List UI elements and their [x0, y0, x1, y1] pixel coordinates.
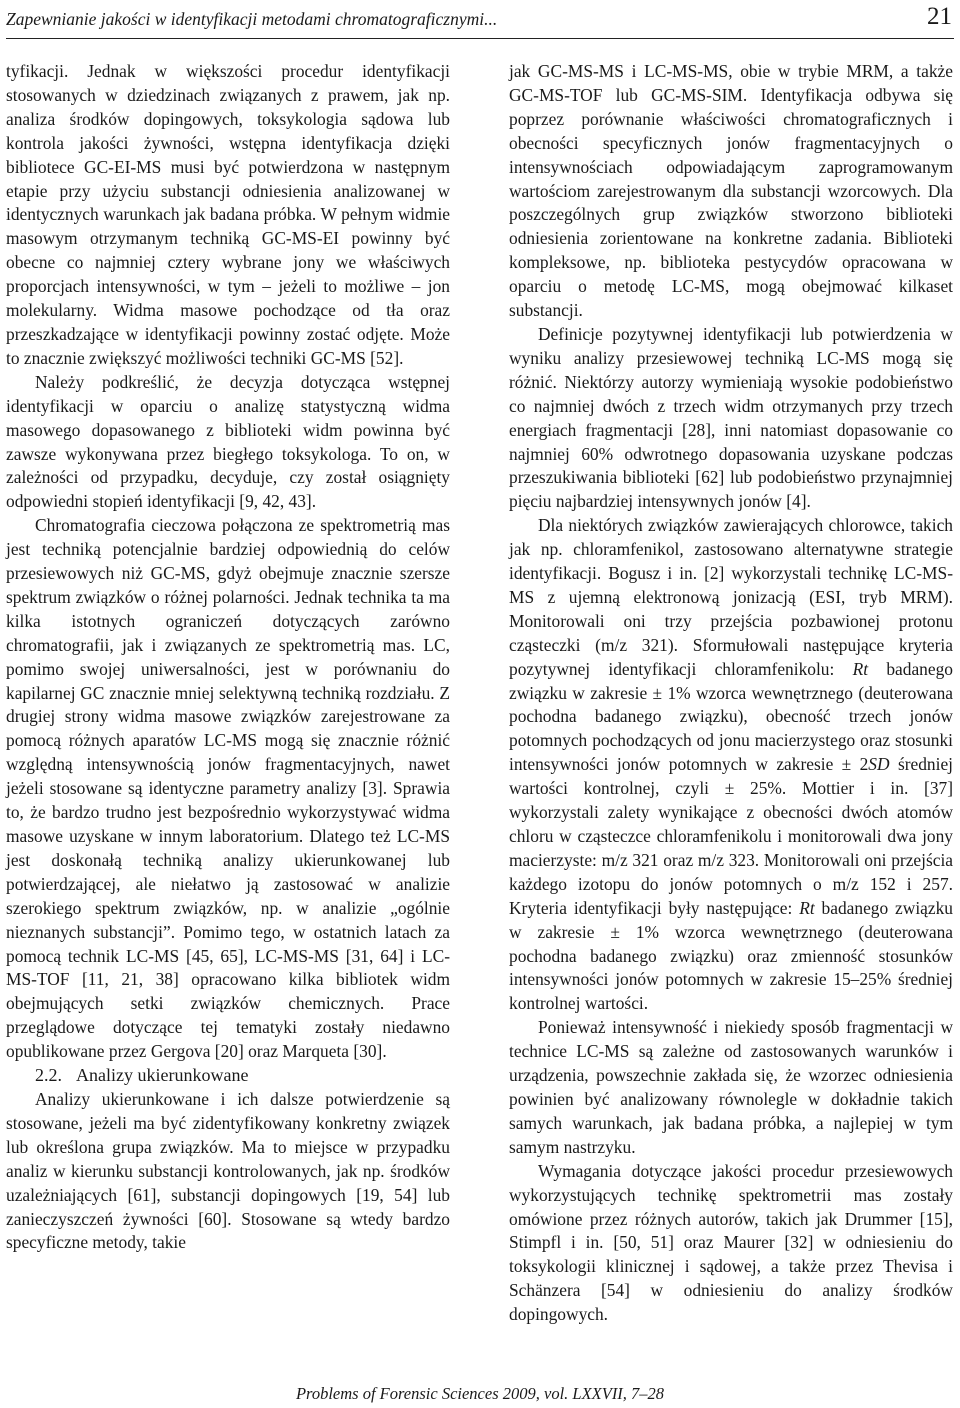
- paragraph: Ponieważ intensywność i niekiedy sposób fragmentacji w technice LC-MS są zależne od zastosowanych warunków i urządzenia, powszechnie zakłada się, że wzorzec odniesienia powinien być analizowany równolegle w dokładnie takich samych warunkach, jak badana próbka, a najlepiej w tym samym nastrzyku.: [509, 1017, 953, 1157]
- italic-term: Rt: [799, 897, 815, 918]
- text-run: średniej wartości kontrolnej, czyli ± 25%. Mottier i in. [37] wykorzystali zalety wynikające z obecności dwóch atomów chloru w cząsteczce chloramfenikolu i monitorowali dwa jony macierzyste: m/z 321 oraz m/z 323. Monitorowali oni przejścia każdego izotopu do jonów potomnych o m/z 152 i 257. Kryteria identyfikacji były następujące:: [509, 754, 953, 918]
- paragraph: tyfikacji. Jednak w większości procedur identyfikacji stosowanych w dziedzinach związanych z prawem, jak np. analiza środków dopingowych, toksykologia sądowa lub kontrola jakości żywności, wstępna identyfikacja dzięki bibliotece GC-EI-MS musi być potwierdzona w następnym etapie przy użyciu substancji odniesienia analizowanej w identycznych warunkach jak badana próbka. W pełnym widmie masowym otrzymanym techniką GC-MS-EI powinny być obecne co najmniej cztery wybrane jony we właściwych proporcjach intensywności, w tym – jeżeli to możliwe – jon molekularny. Widma masowe pochodzące od tła oraz przeszkadzające w identyfikacji powinny zostać odjęte. Może to znacznie zwiększyć możliwości techniki GC-MS [52].: [6, 61, 450, 368]
- paragraph: [509, 514, 953, 1016]
- section-title: Analizy ukierunkowane: [76, 1065, 249, 1086]
- paragraph: Należy podkreślić, że decyzja dotycząca wstępnej identyfikacji w oparciu o analizę statystyczną widma masowego dopasowanego z biblioteki widm powinna być zawsze wykonywana przez biegłego toksykologa. To on, w zależności od przypadku, decyduje, czy został osiągnięty odpowiedni stopień identyfikacji [9, 42, 43].: [6, 371, 450, 512]
- running-footer: Problems of Forensic Sciences 2009, vol. LXXVII, 7–28: [295, 1384, 665, 1403]
- paragraph: jak GC-MS-MS i LC-MS-MS, obie w trybie MRM, a także GC-MS-TOF lub GC-MS-SIM. Identyfikacja odbywa się poprzez porównanie właściwości chromatograficznych i obecności specyficznych jonów fragmentacyjnych o intensywnościach odpowiadającym zaprogramowanym wartościom zarejestrowanym dla substancji wzorcowych. Dla poszczególnych grup związków stworzono biblioteki odniesienia zorientowane na konkretne zadania. Biblioteki kompleksowe, np. biblioteka pestycydów opracowana w oparciu o metodę LC-MS, mogą obejmować kilkaset substancji.: [509, 61, 953, 321]
- text-run: badanego związku w zakresie ± 1% wzorca wewnętrznego (deuterowana pochodna badanego związku), obecność trzech jonów potomnych pochodzących od jonu macierzystego oraz stosunki intensywności jonów potomnych w zakresie ± 2: [509, 658, 953, 775]
- text-run: badanego związku w zakresie ± 1% wzorca wewnętrznego (deuterowana pochodna badanego związku) oraz zmienność stosunków intensywności jonów potomnych w zakresie 15–25% średniej kontrolnej wartości.: [509, 897, 953, 1014]
- paragraph: Definicje pozytywnej identyfikacji lub potwierdzenia w wyniku analizy przesiewowej techniką LC-MS mogą się różnić. Niektórzy autorzy wymieniają wysokie podobieństwo co najmniej dwóch z trzech widm otrzymanych przy trzech energiach fragmentacji [28], inni natomiast dopasowanie co najmniej 60% odwrotnego dopasowania uzyskane podczas przeszukiwania biblioteki [62] lub podobieństwo przynajmniej pięciu najbardziej intensywnych jonów [4].: [509, 323, 953, 512]
- running-header: [6, 4, 954, 39]
- paragraph: Wymagania dotyczące jakości procedur przesiewowych wykorzystujących technikę spektrometrii mas zostały omówione przez różnych autorów, takich jak Drummer [15], Stimpfl i in. [50, 51] oraz Maurer [32] w odniesieniu do toksykologii klinicznej i sądowej, a także przez Thevisa i Schänzera [54] w odniesieniu do analizy środków dopingowych.: [509, 1160, 953, 1325]
- page-number: 21: [927, 3, 952, 30]
- text-run: Dla niektórych związków zawierających chlorowce, takich jak np. chloramfenikol, zastosowano alternatywne strategie identyfikacji. Bogusz i in. [2] wykorzystali technikę LC-MS-MS z ujemną elektronową jonizacją (ESI, tryb MRM). Monitorowali oni trzy przejścia pozbawionej protonu cząsteczki (m/z 321). Sformułowali następujące kryteria pozytywnej identyfikacji chloramfenikolu:: [509, 515, 953, 679]
- right-column: [509, 60, 953, 1327]
- section-heading: [6, 1064, 450, 1088]
- paragraph: Analizy ukierunkowane i ich dalsze potwierdzenie są stosowane, jeżeli ma być zidentyfikowany konkretny związek lub określona grupa związków. Ma to miejsce w przypadku analiz w kierunku substancji kontrolowanych, jak np. środków uzależniających [61], substancji dopingowych [19, 54] lub zanieczyszczeń żywności [60]. Stosowane są wtedy bardzo specyficzne metody, takie: [6, 1088, 450, 1253]
- italic-term: SD: [868, 754, 890, 775]
- left-column: [6, 60, 450, 1255]
- section-number: 2.2.: [35, 1065, 62, 1086]
- paragraph: Chromatografia cieczowa połączona ze spektrometrią mas jest techniką potencjalnie bardziej odpowiednią do celów przesiewowych niż GC-MS, gdyż obejmuje znacznie szersze spektrum związków o różnej polarności. Jednak technika ta ma kilka istotnych ograniczeń dotyczących zarówno chromatografii, jak i związanych ze spektrometrią mas. LC, pomimo swojej uniwersalności, jest w porównaniu do kapilarnej GC znacznie mniej selektywną techniką rozdziału. Z drugiej strony widma masowe związków zarejestrowane za pomocą różnych aparatów LC-MS mogą się znacznie różnić względną intensywnością jonów fragmentacyjnych, nawet jeżeli stosowane są identyczne parametry analizy [3]. Sprawia to, że bardzo trudno jest bezpośrednio wykorzystywać widma masowe uzyskane w innym laboratorium. Dlatego też LC-MS jest doskonałą techniką analizy ukierunkowanej lub potwierdzającej, ale niełatwo ją zastosować w analizie szerokiego spektrum związków, np. w analizie „ogólnie nieznanych substancji”. Pomimo tego, w ostatnich latach za pomocą technik LC-MS [45, 65], LC-MS-MS [31, 64] i LC-MS-TOF [11, 21, 38] opracowano kilka bibliotek widm obejmujących setki związków chemicznych. Prace przeglądowe dotyczące tej tematyki zostały niedawno opublikowane przez Gergova [20] oraz Marqueta [30].: [6, 515, 450, 1062]
- running-header-title: Zapewnianie jakości w identyfikacji metodami chromatograficznymi...: [6, 9, 498, 29]
- italic-term: Rt: [852, 658, 869, 679]
